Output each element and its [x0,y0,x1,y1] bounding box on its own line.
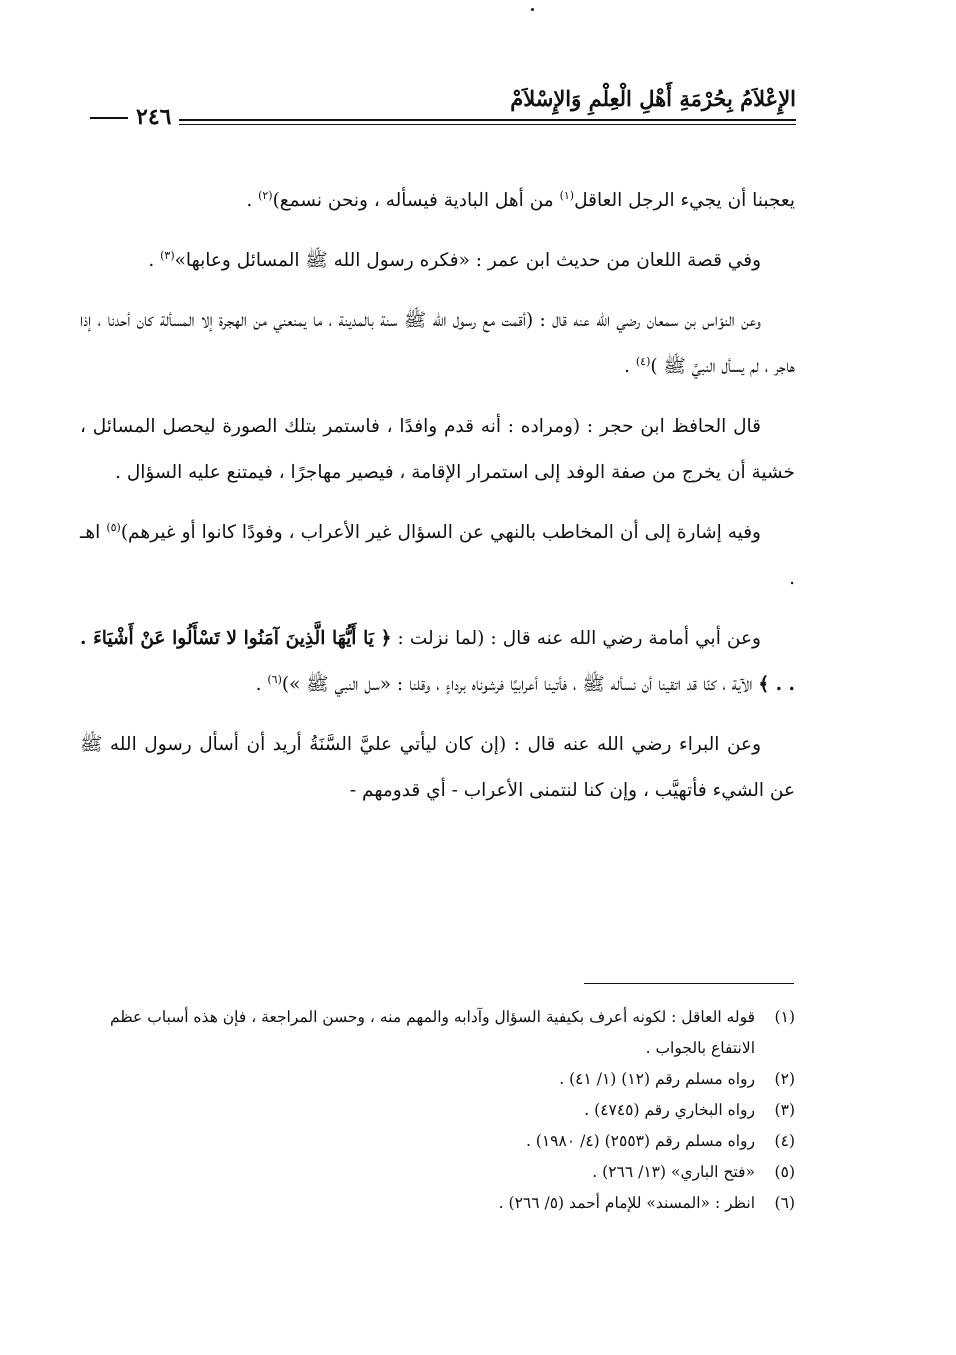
paragraph-1-end: . [246,190,259,211]
paragraph-6-text-b: الآية ، كنّا قد اتقينا أن نسأله ﷺ ، فأتينا أعرابيًا فرشوناه برداءٍ ، وقلنا : «سل النبي ﷺ ») [281,674,759,695]
footnote-5 [92,1157,795,1188]
page-number: ٢٤٦ [136,104,172,130]
paragraph-7-text: وعن البراء رضي الله عنه قال : (إن كان ليأتي عليَّ السَّنَةُ أريد أن أسأل رسول الله ﷺ عن الشيء فأتهيَّب ، وإن كنا لنتمنى الأعراب - أي قدومهم - [80,734,795,801]
header-rule-thin [86,124,796,125]
page-number-box [86,104,179,130]
paragraph-2-text: وفي قصة اللعان من حديث ابن عمر : «فكره رسول الله ﷺ المسائل وعابها» [174,250,761,271]
paragraph-3-end: . [624,356,636,377]
running-header [86,74,796,134]
footnote-ref-1[interactable]: (١) [559,188,575,202]
footnote-text: رواه البخاري رقم (٤٧٤٥) . [584,1101,755,1119]
footnote-ref-4[interactable]: (٤) [635,354,651,368]
footnotes [92,1002,795,1219]
footnote-1 [92,1002,795,1064]
footnote-number: (٢) [774,1070,795,1088]
paragraph-2 [80,238,795,284]
footnote-ref-5[interactable]: (٥) [106,520,121,534]
paragraph-3 [80,298,795,390]
footnote-text: رواه مسلم رقم (١٢) (١/ ٤١) . [559,1070,755,1088]
footnote-ref-6[interactable]: (٦) [267,672,282,686]
footnote-ref-3[interactable]: (٣) [160,248,175,262]
footnote-text: رواه مسلم رقم (٢٥٥٣) (٤/ ١٩٨٠) . [525,1132,755,1150]
paragraph-4-text: قال الحافظ ابن حجر : (ومراده : أنه قدم وافدًا ، فاستمر بتلك الصورة ليحصل المسائل ، خشية أن يخرج من صفة الوفد إلى استمرار الإقامة ، فيصير مهاجرًا ، فيمتنع عليه السؤال . [80,416,795,483]
paragraph-5 [80,510,795,602]
paragraph-7 [80,722,795,814]
paragraph-1-text: يعجبنا أن يجيء الرجل العاقل [574,190,795,211]
footnote-number: (٥) [774,1163,795,1181]
header-rule [86,119,796,121]
paragraph-3-text: وعن النوّاس بن سمعان رضي الله عنه قال : (أقمت مع رسول الله ﷺ سنة بالمدينة ، ما يمنعني من الهجرة إلا المسألة كان أحدنا ، إذا هاجر ، لم يسأل النبيَّ ﷺ ) [80,310,795,377]
scan-dot [531,8,534,11]
paragraph-5-text: وفيه إشارة إلى أن المخاطب بالنهي عن السؤال غير الأعراب ، وفودًا كانوا أو غيرهم) [120,522,761,543]
paragraph-4 [80,404,795,496]
footnote-number: (٦) [774,1194,795,1212]
footnote-text: انظر : «المسند» للإمام أحمد (٥/ ٢٦٦) . [498,1194,755,1212]
footnote-separator [584,983,794,984]
footnote-3 [92,1095,795,1126]
footnote-number: (١) [774,1008,795,1026]
paragraph-1-text-b: من أهل البادية فيسأله ، ونحن نسمع) [272,190,560,211]
footnote-text: قوله العاقل : لكونه أعرف بكيفية السؤال وآدابه والمهم منه ، وحسن المراجعة ، فإن هذه أسباب عظم الانتفاع بالجواب . [110,1008,755,1057]
footnote-text: «فتح الباري» (١٣/ ٢٦٦) . [592,1163,755,1181]
header-title: الإِعْلاَمُ بِحُرْمَةِ أَهْلِ الْعِلْمِ وَالإِسْلاَمْ [510,86,796,111]
footnote-2 [92,1064,795,1095]
footnote-number: (٤) [774,1132,795,1150]
footnote-ref-2[interactable]: (٢) [258,188,273,202]
paragraph-5-end: اهـ . [80,522,795,589]
paragraph-6-end: . [255,674,268,695]
paragraph-6-text: وعن أبي أمامة رضي الله عنه قال : (لما نزلت : [391,628,761,649]
page-number-rule [90,117,128,119]
quran-verse: ﴿ يَا أَيُّهَا الَّذِينَ آمَنُوا لا تَسْأَلُوا عَنْ أَشْيَاءَ . . . ﴾ [80,628,795,695]
paragraph-6 [80,616,795,708]
footnote-number: (٣) [774,1101,795,1119]
paragraph-1 [80,178,795,224]
paragraph-2-end: . [148,250,161,271]
footnote-6 [92,1188,795,1219]
body-text [80,178,795,828]
footnote-4 [92,1126,795,1157]
